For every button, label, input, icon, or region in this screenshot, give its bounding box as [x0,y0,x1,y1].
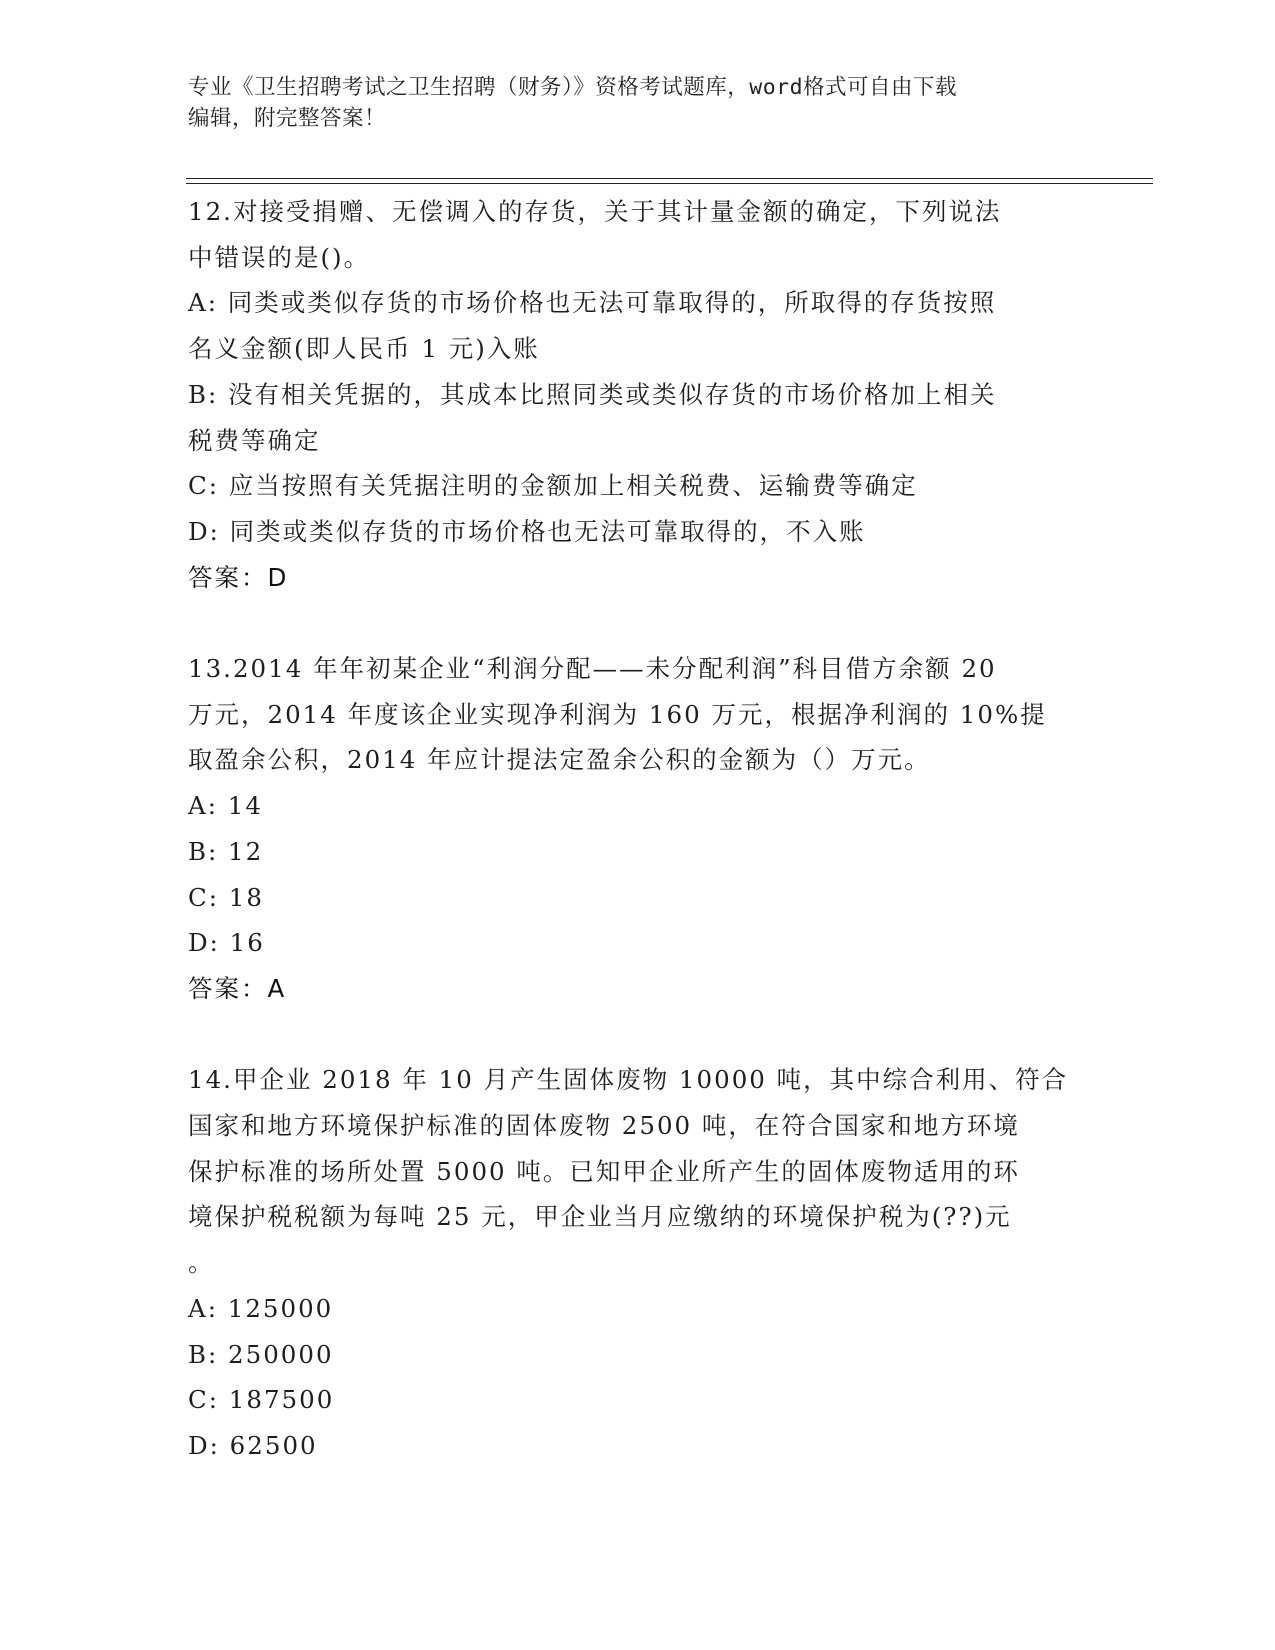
option-a-continued: 名义金额(即人民币 1 元)入账 [188,334,540,364]
question-stem-line: 14.甲企业 2018 年 10 月产生固体废物 10000 吨，其中综合利用、符合 [188,1065,1069,1095]
answer-label: 答案：A [188,973,287,1003]
option-a: A: 125000 [188,1293,334,1323]
answer-label: 答案：D [188,562,289,592]
question-stem-line: 中错误的是()。 [188,242,371,272]
header-divider-top [186,178,1153,179]
option-b: B: 250000 [188,1339,334,1369]
header-line-1: 专业《卫生招聘考试之卫生招聘（财务）》资格考试题库，word格式可自由下载 [188,75,958,100]
question-stem-line: 国家和地方环境保护标准的固体废物 2500 吨，在符合国家和地方环境 [188,1111,1020,1141]
question-spacer [188,600,1088,646]
header-line-2: 编辑，附完整答案！ [188,106,387,131]
option-d: D: 同类或类似存货的市场价格也无法可靠取得的，不入账 [188,516,866,546]
question-stem-line: 12.对接受捐赠、无偿调入的存货，关于其计量金额的确定，下列说法 [188,197,1002,226]
question-13 [188,646,1088,1012]
question-list [188,189,1088,1469]
option-b: B: 没有相关凭据的，其成本比照同类或类似存货的市场价格加上相关 [188,379,997,409]
option-c: C: 应当按照有关凭据注明的金额加上相关税费、运输费等确定 [188,471,918,501]
question-12 [188,189,1088,600]
option-a: A: 同类或类似存货的市场价格也无法可靠取得的，所取得的存货按照 [188,288,997,318]
option-c: C: 18 [188,882,264,912]
question-stem-line: 境保护税税额为每吨 25 元，甲企业当月应缴纳的环境保护税为(??)元 [188,1202,1012,1232]
question-spacer [188,1012,1088,1058]
option-b: B: 12 [188,836,264,866]
option-b-continued: 税费等确定 [188,425,321,455]
option-c: C: 187500 [188,1385,335,1415]
option-a: A: 14 [188,791,263,821]
document-header [188,72,1068,134]
header-divider-bottom [186,183,1153,184]
question-stem-line: 取盈余公积，2014 年应计提法定盈余公积的金额为（）万元。 [188,745,931,775]
option-d: D: 62500 [188,1430,318,1460]
option-d: D: 16 [188,928,265,958]
question-stem-line: 保护标准的场所处置 5000 吨。已知甲企业所产生的固体废物适用的环 [188,1156,1020,1186]
question-stem-line: 万元，2014 年度该企业实现净利润为 160 万元，根据净利润的 10%提 [188,699,1047,729]
question-stem-line: 13.2014 年年初某企业“利润分配——未分配利润”科目借方余额 20 [188,654,997,684]
question-14 [188,1057,1088,1468]
question-stem-line: 。 [188,1248,215,1278]
